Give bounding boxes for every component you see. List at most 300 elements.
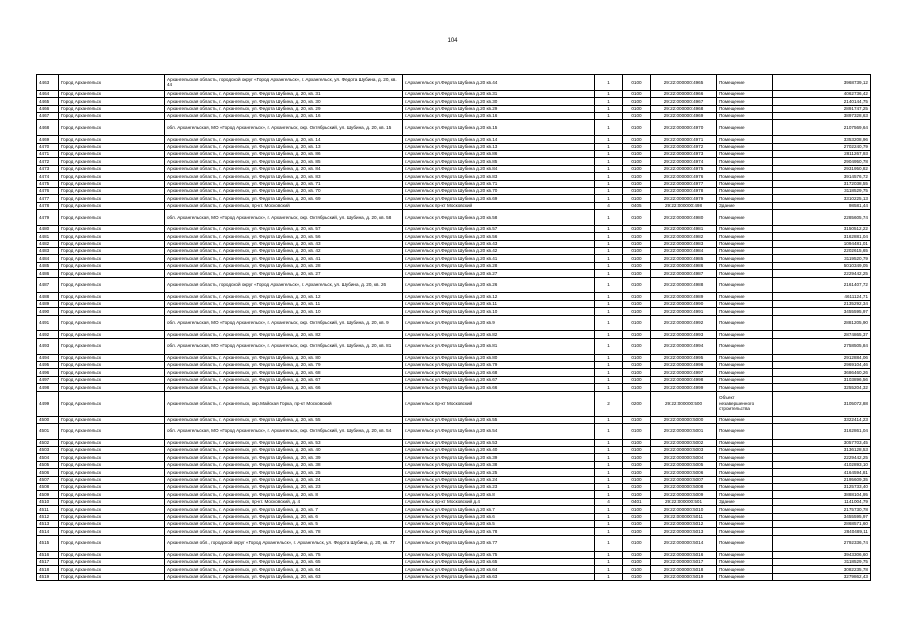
cadastral-number-cell: 29:22:000000:4980 [651, 210, 717, 226]
group-code-cell: 1 [595, 120, 623, 136]
short-address-cell: г.Архангельск ул.Федота Шубина д.20 кв.54 [403, 423, 595, 439]
object-type-cell: Здание [717, 498, 773, 505]
type-code-cell: 0100 [623, 240, 651, 247]
short-address-cell: г.Архангельск ул.Федота Шубина д.20 кв.58 [403, 210, 595, 226]
municipality-cell: Город Архангельск [59, 165, 165, 172]
group-code-cell: 1 [595, 165, 623, 172]
row-number-cell: 4506 [37, 469, 59, 476]
group-code-cell: 1 [595, 476, 623, 483]
object-type-cell: Помещение [717, 369, 773, 376]
municipality-cell: Город Архангельск [59, 469, 165, 476]
group-code-cell: 1 [595, 384, 623, 391]
cadastral-value-cell: 3455595,97 [773, 513, 871, 520]
object-type-cell: Помещение [717, 240, 773, 247]
object-type-cell: Помещение [717, 90, 773, 97]
object-type-cell: Помещение [717, 416, 773, 423]
object-type-cell: Помещение [717, 354, 773, 361]
municipality-cell: Город Архангельск [59, 361, 165, 368]
row-number-cell: 4490 [37, 308, 59, 315]
type-code-cell: 0401 [623, 498, 651, 505]
cadastral-address-cell: Архангельская область, г. Архангельск, ул. Федота Шубина, д. 20, кв. 70 [165, 187, 403, 194]
cadastral-number-cell: 29:22:000000:5008 [651, 484, 717, 491]
group-code-cell: 1 [595, 491, 623, 498]
group-code-cell: 1 [595, 255, 623, 262]
row-number-cell: 4508 [37, 484, 59, 491]
municipality-cell: Город Архангельск [59, 498, 165, 505]
object-type-cell: Помещение [717, 423, 773, 439]
cadastral-address-cell: обл. Архангельская, МО «Город Архангельск», г. Архангельск, окр. Октябрьский, ул. Шубина, д. 20, кв. 15 [165, 120, 403, 136]
page-number: 104 [447, 38, 458, 44]
short-address-cell: г.Архангельск ул.Федота Шубина д.20 кв.9 [403, 315, 595, 331]
object-type-cell: Помещение [717, 158, 773, 165]
cadastral-value-cell: 3455595,97 [773, 308, 871, 315]
cadastral-value-cell: 3353208,96 [773, 136, 871, 143]
cadastral-value-cell: 2931950,82 [773, 165, 871, 172]
type-code-cell: 0100 [623, 506, 651, 513]
type-code-cell: 0100 [623, 225, 651, 232]
cadastral-number-cell: 29:22:000000:4994 [651, 338, 717, 354]
short-address-cell: г.Архангельск ул.Федота Шубина д.20 кв.29 [403, 105, 595, 112]
cadastral-value-cell: 3172038,55 [773, 180, 871, 187]
cadastral-value-cell: 4611124,71 [773, 293, 871, 300]
cadastral-number-cell: 29:22:000000:4973 [651, 150, 717, 157]
table-row [37, 558, 871, 565]
row-number-cell: 4467 [37, 112, 59, 119]
row-number-cell: 4466 [37, 105, 59, 112]
municipality-cell: Город Архангельск [59, 136, 165, 143]
municipality-cell: Город Архангельск [59, 354, 165, 361]
cadastral-address-cell: Архангельская область, г. Архангельск, ул. Федота Шубина, д. 20, кв. 41 [165, 255, 403, 262]
table-row [37, 165, 871, 172]
type-code-cell: 0100 [623, 416, 651, 423]
cadastral-value-cell: 3057703,45 [773, 439, 871, 446]
municipality-cell: Город Архангельск [59, 248, 165, 255]
cadastral-number-cell: 29:22:000000:4998 [651, 376, 717, 383]
type-code-cell: 0100 [623, 513, 651, 520]
table-row [37, 75, 871, 91]
table-row [37, 520, 871, 527]
cadastral-address-cell: Архангельская область, г. Архангельск, пр-кт. Московский [165, 202, 403, 209]
short-address-cell: г.Архангельск ул.Федота Шубина д.20 кв.41 [403, 255, 595, 262]
short-address-cell: г.Архангельск пр-кт Московский [403, 202, 595, 209]
row-number-cell: 4512 [37, 513, 59, 520]
table-row [37, 315, 871, 331]
object-type-cell: Помещение [717, 248, 773, 255]
cadastral-address-cell: Архангельская область, г. Архангельск, ул. Федота Шубина, д. 20, кв. 16 [165, 112, 403, 119]
cadastral-value-cell: 4102893,10 [773, 461, 871, 468]
municipality-cell: Город Архангельск [59, 180, 165, 187]
row-number-cell: 4492 [37, 331, 59, 338]
row-number-cell: 4516 [37, 551, 59, 558]
cadastral-value-cell: 2881205,90 [773, 315, 871, 331]
municipality-cell: Город Архангельск [59, 120, 165, 136]
municipality-cell: Город Архангельск [59, 308, 165, 315]
cadastral-address-cell: Архангельская область, г. Архангельск, ул. Федота Шубина, д. 20, кв. 7 [165, 506, 403, 513]
group-code-cell: 1 [595, 277, 623, 293]
table-row [37, 112, 871, 119]
type-code-cell: 0100 [623, 535, 651, 551]
cadastral-address-cell: Архангельская область, г. Архангельск, ул. Федота Шубина, д. 20, кв. 71 [165, 180, 403, 187]
cadastral-number-cell: 29:22:000000:4982 [651, 233, 717, 240]
cadastral-address-cell: обл. Архангельская, МО «Город Архангельск», г. Архангельск, окр. Октябрьский, ул. Шубина, д. 20, кв. 58 [165, 210, 403, 226]
short-address-cell: г.Архангельск ул.Федота Шубина д.20 кв.6 [403, 513, 595, 520]
table-row [37, 233, 871, 240]
row-number-cell: 4500 [37, 416, 59, 423]
row-number-cell: 4479 [37, 210, 59, 226]
table-row [37, 262, 871, 269]
group-code-cell: 1 [595, 150, 623, 157]
table-row [37, 376, 871, 383]
cadastral-number-cell: 29:22:000000:4999 [651, 384, 717, 391]
cadastral-number-cell: 29:22:000000:5009 [651, 491, 717, 498]
table-row [37, 98, 871, 105]
row-number-cell: 4511 [37, 506, 59, 513]
table-row [37, 491, 871, 498]
row-number-cell: 4489 [37, 300, 59, 307]
cadastral-address-cell: обл. Архангельская, МО «Город Архангельск», г. Архангельск, окр. Октябрьский, ул. Шубина, д. 20, кв. 9 [165, 315, 403, 331]
cadastral-value-cell: 3686460,26 [773, 369, 871, 376]
group-code-cell: 1 [595, 262, 623, 269]
cadastral-address-cell: Архангельская область, г. Архангельск, ул. Федота Шубина, д. 20, кв. 31 [165, 90, 403, 97]
cadastral-number-cell: 29:22:000000:5014 [651, 535, 717, 551]
short-address-cell: г.Архангельск ул.Федота Шубина д.20 кв.44 [403, 75, 595, 91]
cadastral-number-cell: 29:22:000000:5000 [651, 416, 717, 423]
cadastral-address-cell: Архангельская область, г. Архангельск, ул. Федота Шубина, д. 20, кв. 23 [165, 484, 403, 491]
table-row [37, 255, 871, 262]
cadastral-number-cell: 29:22:000000:5006 [651, 469, 717, 476]
row-number-cell: 4507 [37, 476, 59, 483]
type-code-cell: 0100 [623, 112, 651, 119]
cadastral-value-cell: 4062736,42 [773, 90, 871, 97]
object-type-cell: Помещение [717, 270, 773, 277]
table-row [37, 338, 871, 354]
cadastral-value-cell: 3119520,79 [773, 255, 871, 262]
type-code-cell: 0200 [623, 391, 651, 416]
short-address-cell: г.Архангельск ул.Федота Шубина д.20 кв.70 [403, 187, 595, 194]
row-number-cell: 4493 [37, 338, 59, 354]
row-number-cell: 4481 [37, 233, 59, 240]
table-row [37, 469, 871, 476]
table-row [37, 210, 871, 226]
object-type-cell: Помещение [717, 120, 773, 136]
type-code-cell: 0100 [623, 248, 651, 255]
cadastral-address-cell: Архангельская область, г. Архангельск, ул. Федота Шубина, д. 20, кв. 43 [165, 240, 403, 247]
type-code-cell: 0100 [623, 491, 651, 498]
municipality-cell: Город Архангельск [59, 573, 165, 580]
cadastral-address-cell: Архангельская область, г. Архангельск, ул. Федота Шубина, д. 20, кв. 67 [165, 376, 403, 383]
cadastral-address-cell: Архангельская область, г. Архангельск, ул. Федота Шубина, д. 20, кв. 57 [165, 225, 403, 232]
cadastral-address-cell: Архангельская область, г. Архангельск, ул. Федота Шубина, д. 20, кв. 24 [165, 476, 403, 483]
type-code-cell: 0100 [623, 558, 651, 565]
cadastral-address-cell: обл. Архангельская, МО «Город Архангельск», г. Архангельск, окр. Октябрьский, ул. Шубина, д. 20, кв. 54 [165, 423, 403, 439]
group-code-cell: 4 [595, 202, 623, 209]
group-code-cell: 1 [595, 173, 623, 180]
row-number-cell: 4473 [37, 165, 59, 172]
table-row [37, 277, 871, 293]
table-row [37, 461, 871, 468]
municipality-cell: Город Архангельск [59, 484, 165, 491]
table-row [37, 143, 871, 150]
cadastral-number-cell: 29:22:000000:4967 [651, 98, 717, 105]
cadastral-number-cell: 29:22:000000:4996 [651, 361, 717, 368]
group-code-cell: 1 [595, 112, 623, 119]
type-code-cell: 0100 [623, 423, 651, 439]
cadastral-value-cell: 3162881,04 [773, 233, 871, 240]
group-code-cell: 1 [595, 551, 623, 558]
cadastral-value-cell: 3279862,43 [773, 573, 871, 580]
object-type-cell: Здание [717, 202, 773, 209]
row-number-cell: 4498 [37, 384, 59, 391]
municipality-cell: Город Архангельск [59, 528, 165, 535]
municipality-cell: Город Архангельск [59, 75, 165, 91]
table-row [37, 384, 871, 391]
municipality-cell: Город Архангельск [59, 105, 165, 112]
group-code-cell: 1 [595, 566, 623, 573]
municipality-cell: Город Архангельск [59, 384, 165, 391]
cadastral-address-cell: Архангельская область, г. Архангельск, ул. Федота Шубина, д. 20, кв. 75 [165, 551, 403, 558]
short-address-cell: г.Архангельск ул.Федота Шубина д.20 кв.77 [403, 535, 595, 551]
cadastral-address-cell: Архангельская область, г. Архангельск, ул. Федота Шубина, д. 20, кв. 64 [165, 566, 403, 573]
cadastral-address-cell: Архангельская область, г. Архангельск, ул. Федота Шубина, д. 20, кв. 63 [165, 573, 403, 580]
object-type-cell: Помещение [717, 195, 773, 202]
municipality-cell: Город Архангельск [59, 202, 165, 209]
table-row [37, 150, 871, 157]
short-address-cell: г.Архангельск ул.Федота Шубина д.20 кв.43 [403, 240, 595, 247]
municipality-cell: Город Архангельск [59, 558, 165, 565]
table-row [37, 423, 871, 439]
cadastral-number-cell: 29:22:000000:5003 [651, 447, 717, 454]
row-number-cell: 4468 [37, 120, 59, 136]
cadastral-address-cell: Архангельская область, г. Архангельск, ул. Федота Шубина, д. 20, кв. 6 [165, 513, 403, 520]
cadastral-address-cell: Архангельская область, г. Архангельск, ул. Федота Шубина, д. 20, кв. 38 [165, 461, 403, 468]
row-number-cell: 4472 [37, 158, 59, 165]
cadastral-value-cell: 3310225,13 [773, 195, 871, 202]
row-number-cell: 4497 [37, 376, 59, 383]
table-row [37, 173, 871, 180]
row-number-cell: 4496 [37, 369, 59, 376]
table-row [37, 195, 871, 202]
cadastral-value-cell: 2229442,25 [773, 454, 871, 461]
municipality-cell: Город Архангельск [59, 262, 165, 269]
short-address-cell: г.Архангельск ул.Федота Шубина д.20 кв.12 [403, 293, 595, 300]
cadastral-number-cell: 29:22:000000:4984 [651, 248, 717, 255]
row-number-cell: 4484 [37, 255, 59, 262]
cadastral-value-cell: 3943306,60 [773, 551, 871, 558]
cadastral-value-cell: 2202615,65 [773, 248, 871, 255]
cadastral-address-cell: Архангельская область, г. Архангельск, ул. Федота Шубина, д. 20, кв. 80 [165, 354, 403, 361]
short-address-cell: г.Архангельск ул.Федота Шубина д.20 кв.81 [403, 338, 595, 354]
cadastral-number-cell: 29:22:000000:4968 [651, 105, 717, 112]
short-address-cell: г.Архангельск ул.Федота Шубина д.20 кв.53 [403, 439, 595, 446]
group-code-cell: 1 [595, 225, 623, 232]
municipality-cell: Город Архангельск [59, 240, 165, 247]
object-type-cell: Помещение [717, 506, 773, 513]
object-type-cell: Помещение [717, 484, 773, 491]
type-code-cell: 0100 [623, 98, 651, 105]
row-number-cell: 4485 [37, 262, 59, 269]
cadastral-address-cell: Архангельская область, г. Архангельск, ул. Федота Шубина, д. 20, кв. 55 [165, 416, 403, 423]
short-address-cell: г.Архангельск ул.Федота Шубина д.20 кв.42 [403, 248, 595, 255]
cadastral-address-cell: Архангельская область, г. Архангельск, ул. Федота Шубина, д. 20, кв. 13 [165, 143, 403, 150]
cadastral-number-cell: 29:22:000000:5016 [651, 551, 717, 558]
cadastral-value-cell: 3136128,53 [773, 447, 871, 454]
cadastral-address-cell: Архангельская область, г. Архангельск, ул. Федота Шубина, д. 20, кв. 25 [165, 469, 403, 476]
municipality-cell: Город Архангельск [59, 210, 165, 226]
short-address-cell: г.Архангельск пр-кт Московский д.4 [403, 498, 595, 505]
table-row [37, 354, 871, 361]
municipality-cell: Город Архангельск [59, 551, 165, 558]
municipality-cell: Город Архангельск [59, 506, 165, 513]
table-row [37, 573, 871, 580]
cadastral-address-cell: Архангельская область, г. Архангельск, ул. Федота Шубина, д. 20, кв. 8 [165, 491, 403, 498]
cadastral-address-cell: Архангельская область, г. Архангельск, ул. Федота Шубина, д. 20, кв. 30 [165, 98, 403, 105]
group-code-cell: 1 [595, 187, 623, 194]
type-code-cell: 0100 [623, 384, 651, 391]
cadastral-address-cell: Архангельская область, городской округ «Город Архангельск», г. Архангельск, ул. Федота Шубина, д. 20, кв. 44 [165, 75, 403, 91]
object-type-cell: Помещение [717, 361, 773, 368]
table-row [37, 90, 871, 97]
cadastral-address-cell: Архангельская область, г. Архангельск, ул. Федота Шубина, д. 20, кв. 39 [165, 454, 403, 461]
table-row [37, 136, 871, 143]
municipality-cell: Город Архангельск [59, 195, 165, 202]
cadastral-address-cell: Архангельская область, г. Архангельск, ул. Федота Шубина, д. 20, кв. 68 [165, 369, 403, 376]
type-code-cell: 0100 [623, 180, 651, 187]
cadastral-address-cell: Архангельская область, г. Архангельск, ул. Федота Шубина, д. 20, кв. 82 [165, 331, 403, 338]
type-code-cell: 0100 [623, 233, 651, 240]
cadastral-value-cell: 2874865,37 [773, 331, 871, 338]
type-code-cell: 0100 [623, 143, 651, 150]
cadastral-value-cell: 2969104,46 [773, 361, 871, 368]
table-row [37, 270, 871, 277]
short-address-cell: г.Архангельск ул.Федота Шубина д.20 кв.26 [403, 277, 595, 293]
table-row [37, 202, 871, 209]
municipality-cell: Город Архангельск [59, 98, 165, 105]
cadastral-value-cell: 3255204,32 [773, 384, 871, 391]
short-address-cell: г.Архангельск ул.Федота Шубина д.20 кв.25 [403, 469, 595, 476]
object-type-cell: Помещение [717, 520, 773, 527]
group-code-cell: 1 [595, 270, 623, 277]
row-number-cell: 4475 [37, 180, 59, 187]
type-code-cell: 0100 [623, 331, 651, 338]
row-number-cell: 4514 [37, 528, 59, 535]
type-code-cell: 0100 [623, 376, 651, 383]
type-code-cell: 0100 [623, 270, 651, 277]
cadastral-value-cell: 3968739,12 [773, 75, 871, 91]
object-type-cell: Помещение [717, 165, 773, 172]
municipality-cell: Город Архангельск [59, 233, 165, 240]
table-row [37, 369, 871, 376]
type-code-cell: 0405 [623, 202, 651, 209]
cadastral-value-cell: 2840489,11 [773, 528, 871, 535]
group-code-cell: 1 [595, 439, 623, 446]
cadastral-address-cell: Архангельская область, г. Архангельск, ул. Федота Шубина, д. 20, кв. 40 [165, 447, 403, 454]
cadastral-number-cell: 29:22:000000:4988 [651, 277, 717, 293]
cadastral-number-cell: 29:22:000000:4995 [651, 354, 717, 361]
row-number-cell: 4478 [37, 202, 59, 209]
group-code-cell: 1 [595, 338, 623, 354]
table-row [37, 439, 871, 446]
cadastral-number-cell: 29:22:000000:4965 [651, 75, 717, 91]
short-address-cell: г.Архангельск ул.Федота Шубина д.20 кв.27 [403, 270, 595, 277]
object-type-cell: Помещение [717, 75, 773, 91]
type-code-cell: 0100 [623, 210, 651, 226]
cadastral-value-cell: 2868571,60 [773, 520, 871, 527]
cadastral-address-cell: Архангельская область, г. Архангельск, ул. Федота Шубина, д. 20, кв. 12 [165, 293, 403, 300]
cadastral-number-cell: 29:22:000000:4985 [651, 255, 717, 262]
cadastral-number-cell: 29:22:000000:4983 [651, 240, 717, 247]
object-type-cell: Помещение [717, 476, 773, 483]
group-code-cell: 1 [595, 248, 623, 255]
row-number-cell: 4471 [37, 150, 59, 157]
municipality-cell: Город Архангельск [59, 270, 165, 277]
municipality-cell: Город Архангельск [59, 112, 165, 119]
row-number-cell: 4515 [37, 535, 59, 551]
object-type-cell: Помещение [717, 528, 773, 535]
type-code-cell: 0100 [623, 361, 651, 368]
group-code-cell: 1 [595, 528, 623, 535]
object-type-cell: Помещение [717, 262, 773, 269]
short-address-cell: г.Архангельск ул.Федота Шубина д.20 кв.24 [403, 476, 595, 483]
cadastral-address-cell: Архангельская область, г. Архангельск, ул. Федота Шубина, д. 20, кв. 53 [165, 439, 403, 446]
object-type-cell: Помещение [717, 551, 773, 558]
type-code-cell: 0100 [623, 165, 651, 172]
group-code-cell: 1 [595, 293, 623, 300]
object-type-cell: Помещение [717, 187, 773, 194]
short-address-cell: г.Архангельск ул.Федота Шубина д.20 кв.82 [403, 331, 595, 338]
municipality-cell: Город Архангельск [59, 143, 165, 150]
short-address-cell: г.Архангельск ул.Федота Шубина д.20 кв.67 [403, 376, 595, 383]
object-type-cell: Помещение [717, 566, 773, 573]
cadastral-number-cell: 29:22:000000:4993 [651, 331, 717, 338]
cadastral-value-cell: 2229442,25 [773, 270, 871, 277]
group-code-cell: 1 [595, 447, 623, 454]
short-address-cell: г.Архангельск ул.Федота Шубина д.20 кв.75 [403, 551, 595, 558]
short-address-cell: г.Архангельск ул.Федота Шубина д.20 кв.68 [403, 369, 595, 376]
type-code-cell: 0100 [623, 105, 651, 112]
municipality-cell: Город Архангельск [59, 315, 165, 331]
object-type-cell: Помещение [717, 112, 773, 119]
type-code-cell: 0100 [623, 528, 651, 535]
cadastral-number-cell: 29:22:000000:5005 [651, 461, 717, 468]
municipality-cell: Город Архангельск [59, 173, 165, 180]
cadastral-value-cell: 3914576,72 [773, 173, 871, 180]
row-number-cell: 4476 [37, 187, 59, 194]
cadastral-number-cell: 29:22:000000:498 [651, 202, 717, 209]
group-code-cell: 1 [595, 354, 623, 361]
municipality-cell: Город Архангельск [59, 461, 165, 468]
type-code-cell: 0100 [623, 469, 651, 476]
cadastral-value-cell: 2904950,78 [773, 158, 871, 165]
cadastral-number-cell: 29:22:000000:4969 [651, 112, 717, 119]
municipality-cell: Город Архангельск [59, 90, 165, 97]
object-type-cell: Помещение [717, 300, 773, 307]
municipality-cell: Город Архангельск [59, 158, 165, 165]
short-address-cell: г.Архангельск ул.Федота Шубина д.20 кв.10 [403, 308, 595, 315]
short-address-cell: г.Архангельск ул.Федота Шубина д.20 кв.8 [403, 491, 595, 498]
group-code-cell: 1 [595, 423, 623, 439]
row-number-cell: 4488 [37, 293, 59, 300]
cadastral-value-cell: 3888104,95 [773, 491, 871, 498]
cadastral-value-cell: 3105072,88 [773, 391, 871, 416]
cadastral-address-cell: Архангельская область, г. Архангельск, ул. Федота Шубина, д. 20, кв. 84 [165, 165, 403, 172]
cadastral-value-cell: 2140144,75 [773, 98, 871, 105]
table-row [37, 248, 871, 255]
group-code-cell: 4 [595, 498, 623, 505]
municipality-cell: Город Архангельск [59, 277, 165, 293]
cadastral-number-cell: 29:22:000000:5007 [651, 476, 717, 483]
row-number-cell: 4483 [37, 248, 59, 255]
cadastral-number-cell: 29:22:000000:4989 [651, 293, 717, 300]
